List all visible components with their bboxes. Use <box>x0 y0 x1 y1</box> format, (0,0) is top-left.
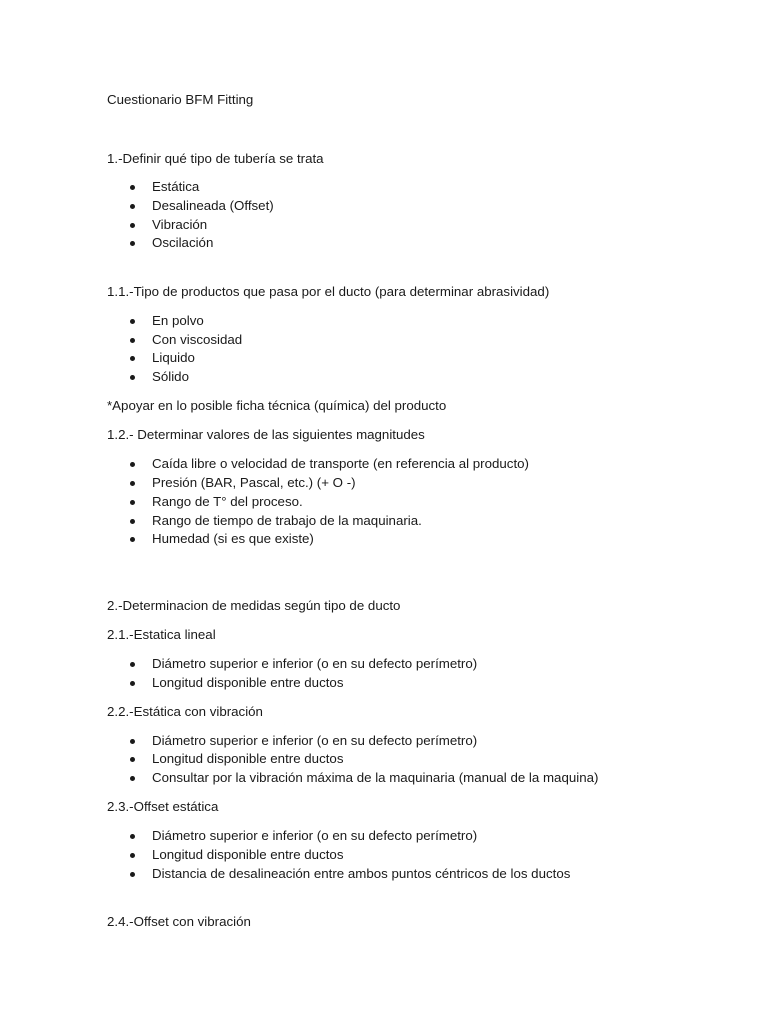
list-item: En polvo <box>152 313 204 328</box>
list-item: Diámetro superior e inferior (o en su defecto perímetro) <box>152 656 478 671</box>
list-item: Longitud disponible entre ductos <box>152 675 344 690</box>
list-item: Diámetro superior e inferior (o en su defecto perímetro) <box>152 828 478 843</box>
section-1-2-heading: 1.2.- Determinar valores de las siguientes magnitudes <box>107 427 425 442</box>
section-2-heading: 2.-Determinacion de medidas según tipo de ducto <box>107 598 401 613</box>
section-2-3-heading: 2.3.-Offset estática <box>107 799 219 814</box>
list-item: Liquido <box>152 350 195 365</box>
list-item: Consultar por la vibración máxima de la maquinaria (manual de la maquina) <box>152 770 599 785</box>
section-1-1-note: *Apoyar en lo posible ficha técnica (química) del producto <box>107 398 447 413</box>
section-2-4-heading: 2.4.-Offset con vibración <box>107 914 251 929</box>
list-item: Rango de tiempo de trabajo de la maquinaria. <box>152 513 422 528</box>
section-2-1-heading: 2.1.-Estatica lineal <box>107 627 216 642</box>
list-item: Humedad (si es que existe) <box>152 531 314 546</box>
list-item: Presión (BAR, Pascal, etc.) (+ O -) <box>152 475 356 490</box>
list-item: Rango de T° del proceso. <box>152 494 303 509</box>
list-item: Longitud disponible entre ductos <box>152 847 344 862</box>
section-2-2-heading: 2.2.-Estática con vibración <box>107 704 263 719</box>
list-item: Sólido <box>152 369 189 384</box>
list-item: Vibración <box>152 217 208 232</box>
section-1-heading: 1.-Definir qué tipo de tubería se trata <box>107 151 324 166</box>
list-item: Caída libre o velocidad de transporte (en referencia al producto) <box>152 456 529 471</box>
list-item: Oscilación <box>152 235 214 250</box>
list-item: Longitud disponible entre ductos <box>152 751 344 766</box>
section-1-1-heading: 1.1.-Tipo de productos que pasa por el ducto (para determinar abrasividad) <box>107 284 550 299</box>
list-item: Estática <box>152 179 200 194</box>
list-item: Desalineada (Offset) <box>152 198 274 213</box>
document-title: Cuestionario BFM Fitting <box>107 92 254 107</box>
list-item: Diámetro superior e inferior (o en su defecto perímetro) <box>152 733 478 748</box>
list-item: Distancia de desalineación entre ambos puntos céntricos de los ductos <box>152 866 571 881</box>
list-item: Con viscosidad <box>152 332 243 347</box>
